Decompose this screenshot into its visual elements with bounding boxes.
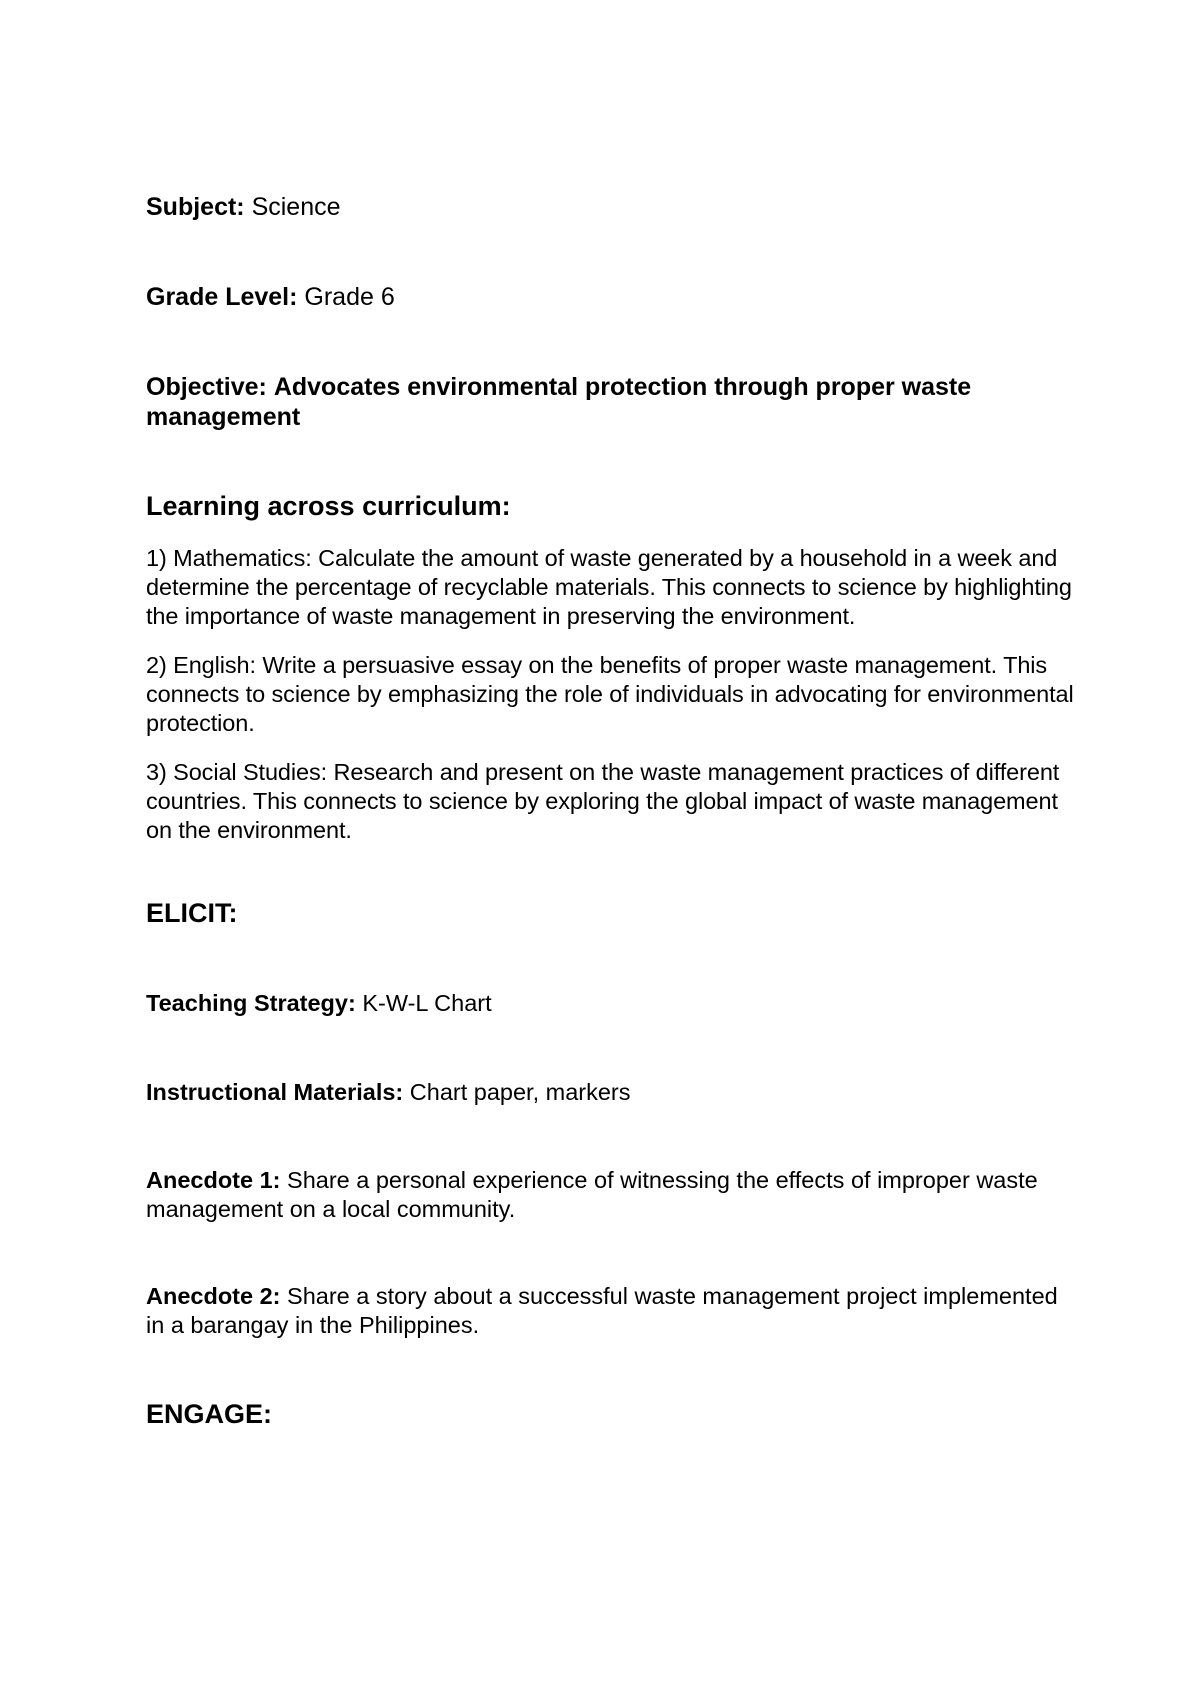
engage-heading: ENGAGE:: [146, 1399, 273, 1429]
curriculum-item-mathematics: 1) Mathematics: Calculate the amount of waste generated by a household in a week and determine the percentage of recyclable materials. This connects to science by highlighting the importance of waste management in preserving the environment.: [146, 545, 1072, 629]
anecdote-2-value: Share a story about a successful waste management project implemented in a barangay in the Philippines.: [146, 1283, 1058, 1338]
lesson-plan-body: [146, 192, 1076, 1430]
anecdote-2-label: Anecdote 2:: [146, 1283, 281, 1309]
elicit-heading: ELICIT:: [146, 898, 238, 928]
instructional-materials-label: Instructional Materials:: [146, 1079, 404, 1105]
learning-across-curriculum-heading: Learning across curriculum:: [146, 491, 511, 521]
instructional-materials-value: Chart paper, markers: [409, 1079, 631, 1105]
anecdote-1-label: Anecdote 1:: [146, 1167, 281, 1193]
subject-label: Subject:: [146, 193, 245, 221]
curriculum-item-english: 2) English: Write a persuasive essay on the benefits of proper waste management. This connects to science by emphasizing the role of individuals in advocating for environmental protection.: [146, 652, 1074, 736]
anecdote-1-value: Share a personal experience of witnessing the effects of improper waste management on a local community.: [146, 1167, 1038, 1222]
instructional-materials-field: [146, 1078, 1076, 1107]
grade-level-value: Grade 6: [304, 283, 395, 311]
subject-value: Science: [251, 193, 341, 221]
grade-level-field: [146, 282, 1076, 312]
objective-field: [146, 372, 1076, 432]
teaching-strategy-field: [146, 989, 1076, 1018]
anecdote-1-field: [146, 1166, 1076, 1224]
objective-value: Advocates environmental protection through proper waste management: [146, 373, 972, 431]
objective-label: Objective:: [146, 373, 267, 401]
subject-field: [146, 192, 1076, 222]
grade-level-label: Grade Level:: [146, 283, 298, 311]
anecdote-2-field: [146, 1282, 1076, 1340]
teaching-strategy-value: K-W-L Chart: [362, 990, 492, 1016]
curriculum-item-social-studies: 3) Social Studies: Research and present on the waste management practices of different countries. This connects to science by exploring the global impact of waste management on the environment.: [146, 759, 1060, 843]
teaching-strategy-label: Teaching Strategy:: [146, 990, 356, 1016]
